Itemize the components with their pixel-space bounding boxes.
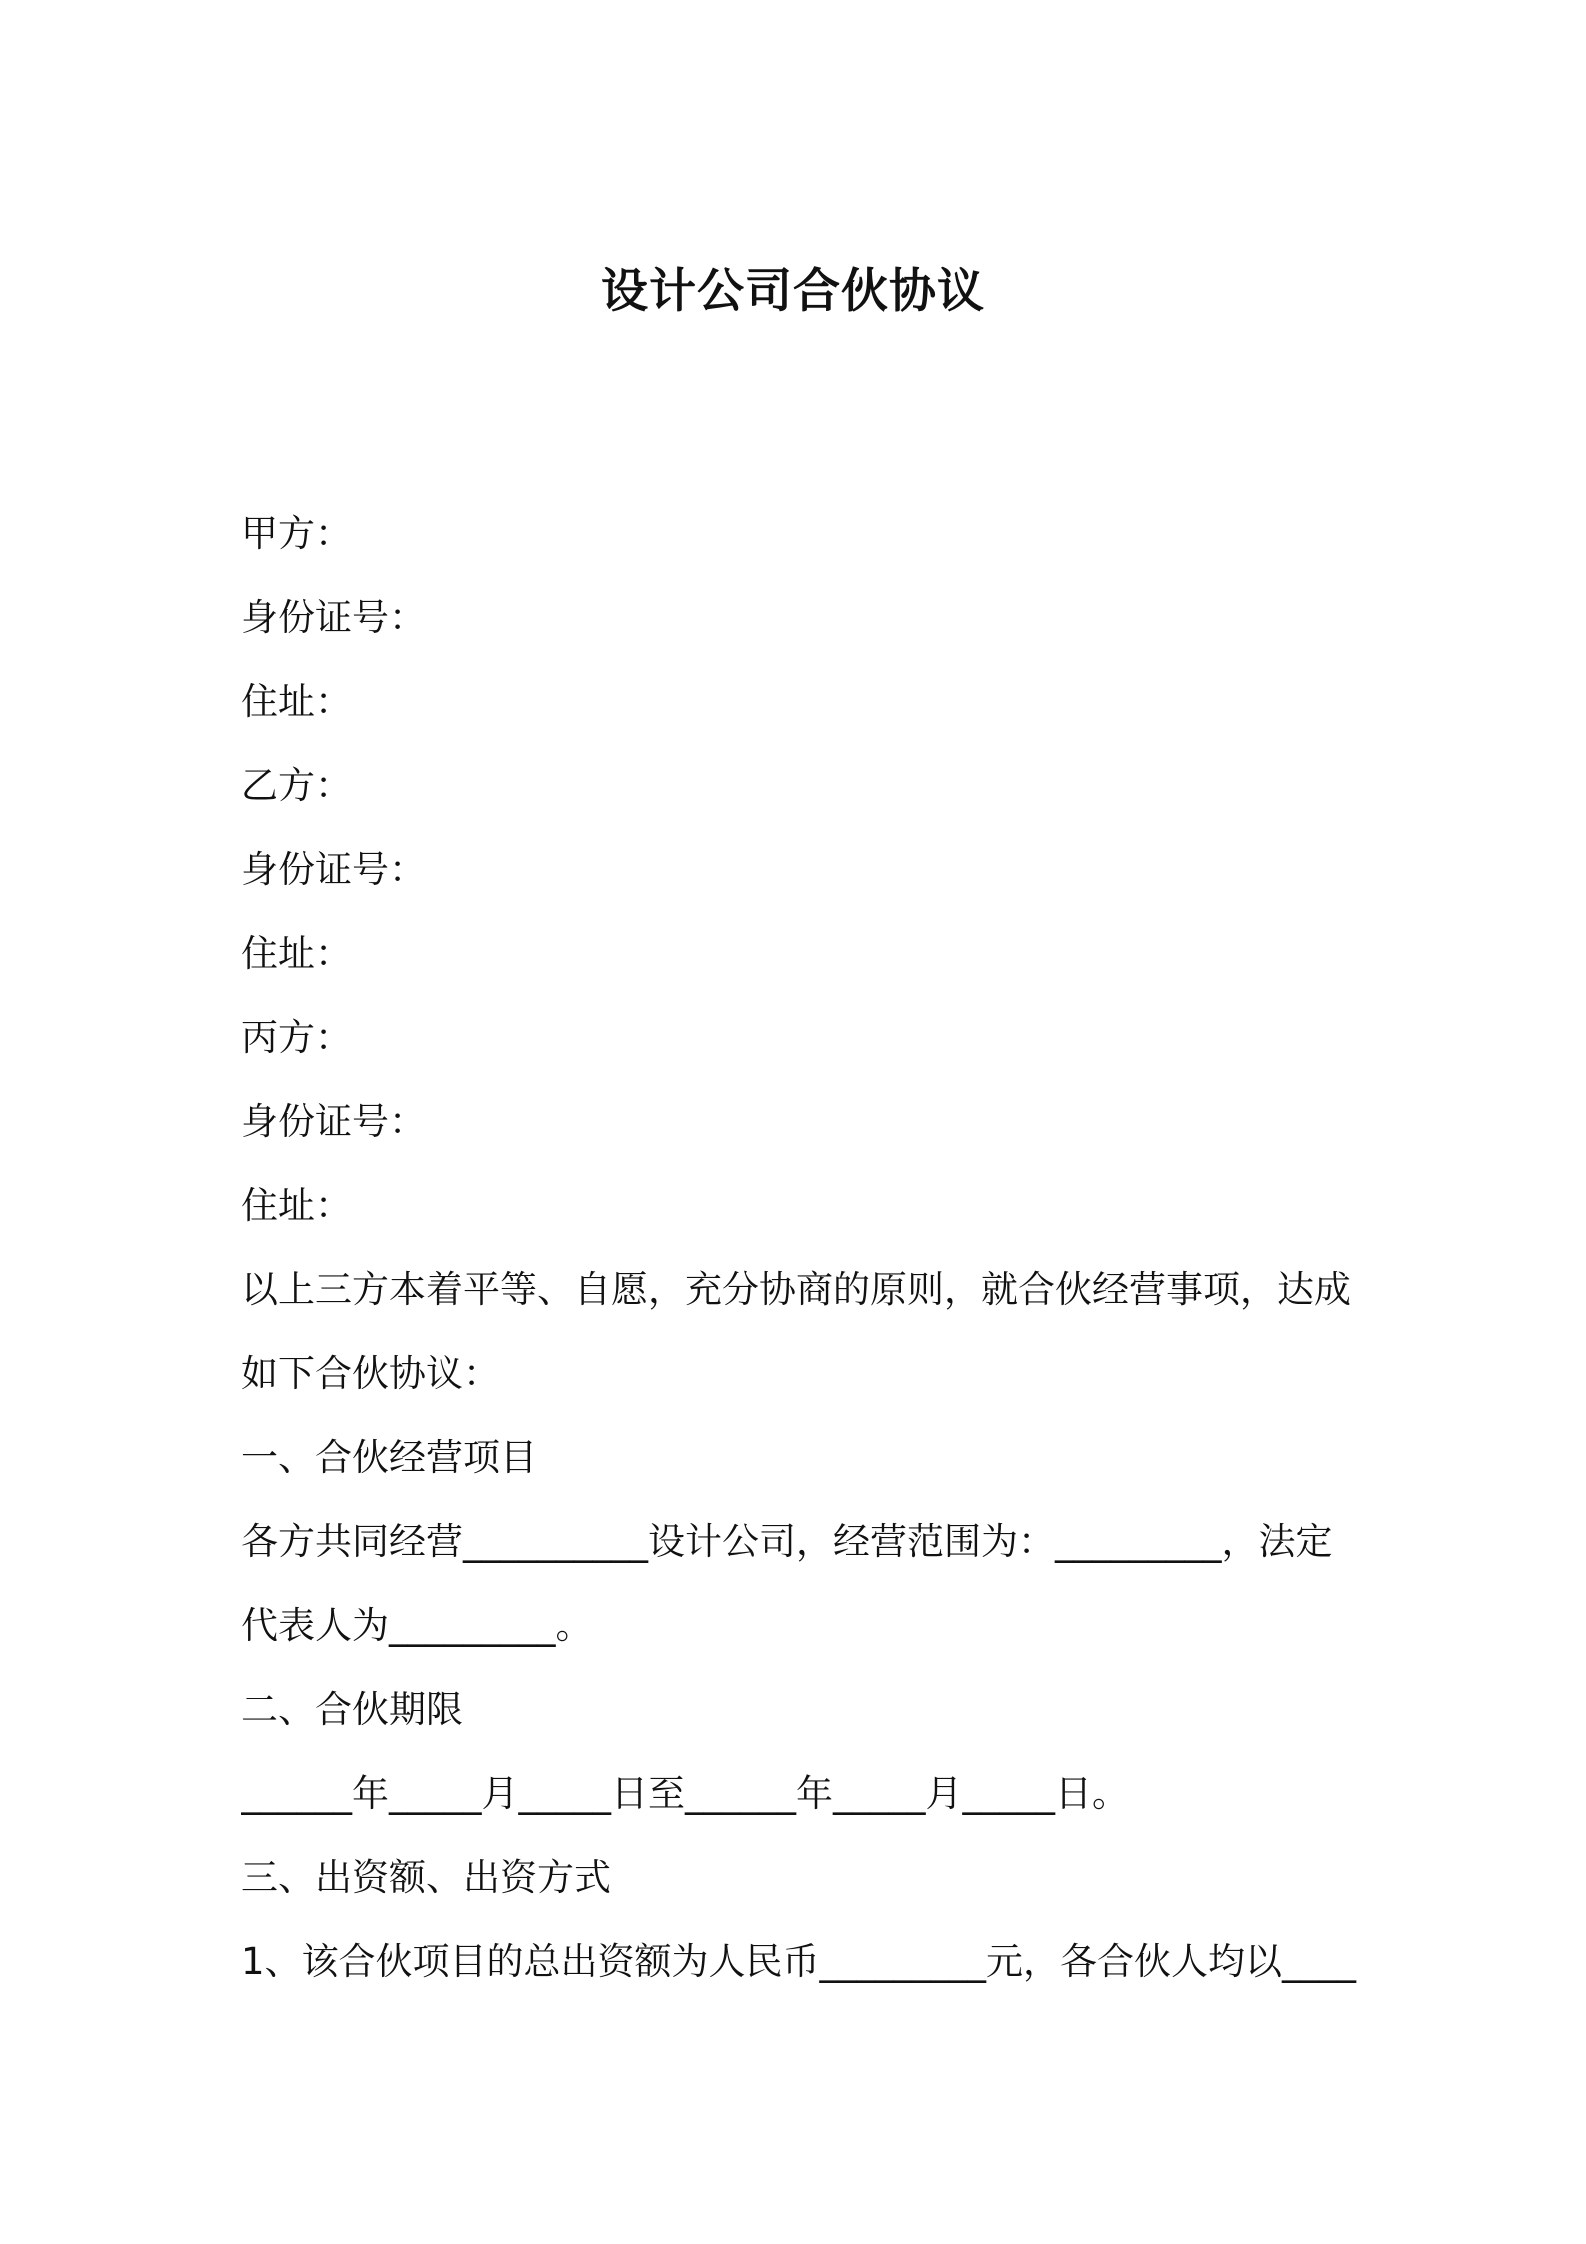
party-c-id-label: 身份证号：: [241, 1100, 426, 1143]
preamble-line-1: 以上三方本着平等、自愿，充分协商的原则，就合伙经营事项，达成: [241, 1268, 1351, 1311]
section-3-line-1: 1、该合伙项目的总出资额为人民币_________元，各合伙人均以____: [241, 1940, 1357, 1983]
party-b-id-label: 身份证号：: [241, 848, 426, 891]
party-a-id-label: 身份证号：: [241, 596, 426, 639]
party-a-label: 甲方：: [241, 512, 352, 555]
party-b-address-label: 住址：: [241, 932, 352, 975]
party-a-address-label: 住址：: [241, 680, 352, 723]
document-body: [241, 492, 1366, 2004]
document-title: 设计公司合伙协议: [601, 264, 985, 319]
section-1-line-1: 各方共同经营__________设计公司，经营范围为：_________，法定: [241, 1520, 1333, 1563]
section-heading-1: 一、合伙经营项目: [241, 1436, 537, 1479]
section-1-line-2: 代表人为_________。: [241, 1604, 593, 1647]
preamble-line-2: 如下合伙协议：: [241, 1352, 500, 1395]
party-b-label: 乙方：: [241, 764, 352, 807]
party-c-label: 丙方：: [241, 1016, 352, 1059]
section-heading-3: 三、出资额、出资方式: [241, 1856, 611, 1899]
party-c-address-label: 住址：: [241, 1184, 352, 1227]
section-2-line-1: ______年_____月_____日至______年_____月_____日。: [241, 1772, 1129, 1815]
section-heading-2: 二、合伙期限: [241, 1688, 463, 1731]
